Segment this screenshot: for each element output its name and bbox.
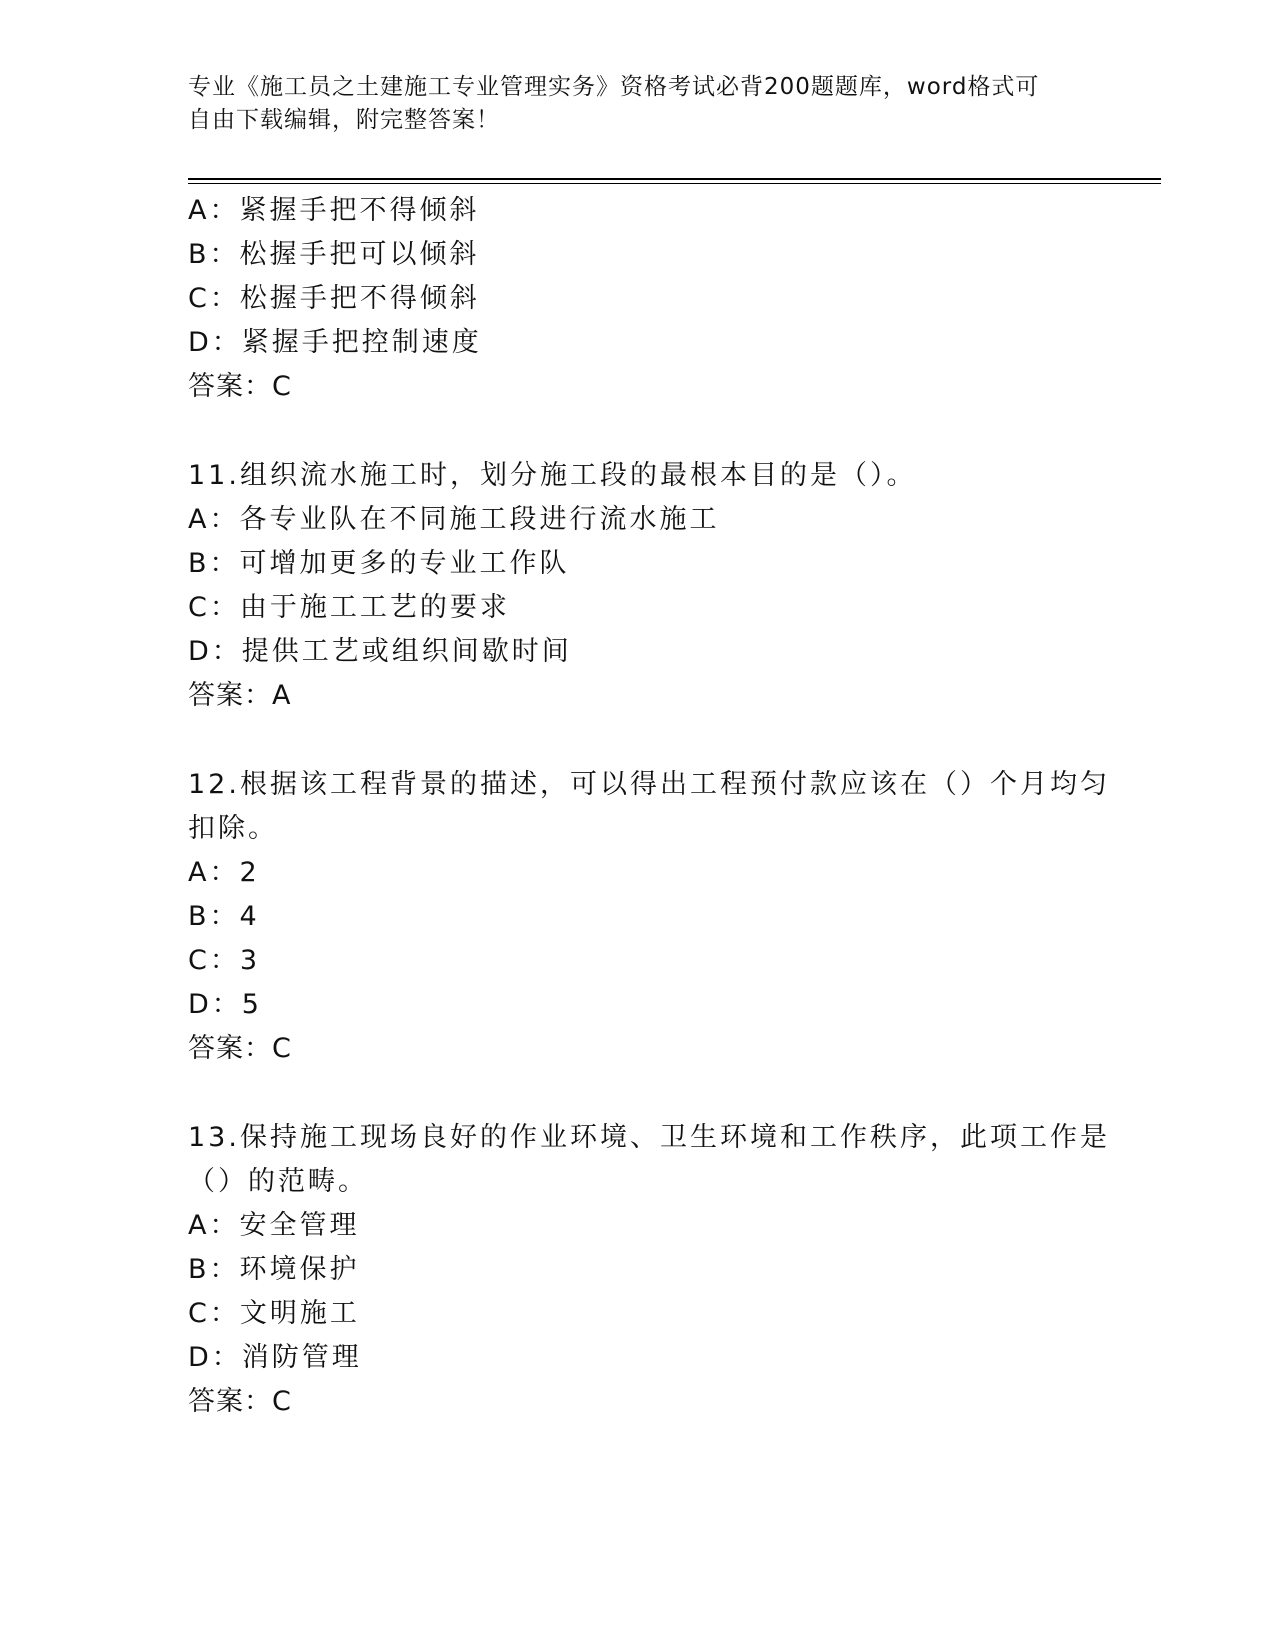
q10-option-d: D：紧握手把控制速度 bbox=[188, 327, 482, 358]
q11-option-d: D：提供工艺或组织间歇时间 bbox=[188, 636, 572, 667]
q12-option-a: A：2 bbox=[188, 857, 260, 888]
q12-option-d: D：5 bbox=[188, 989, 262, 1020]
q11-stem: 11.组织流水施工时，划分施工段的最根本目的是（）。 bbox=[188, 460, 917, 491]
q10-option-a: A：紧握手把不得倾斜 bbox=[188, 195, 480, 226]
header-line-1: 专业《施工员之土建施工专业管理实务》资格考试必背200题题库，word格式可 bbox=[188, 74, 1040, 100]
q13-option-b: B：环境保护 bbox=[188, 1254, 360, 1285]
q13-answer: 答案：C bbox=[188, 1386, 292, 1417]
q11-option-b: B：可增加更多的专业工作队 bbox=[188, 548, 570, 579]
q10-answer: 答案：C bbox=[188, 371, 292, 402]
q10-option-c: C：松握手把不得倾斜 bbox=[188, 283, 480, 314]
q11-answer: 答案：A bbox=[188, 680, 292, 711]
q11-option-c: C：由于施工工艺的要求 bbox=[188, 592, 510, 623]
header-line-2: 自由下载编辑，附完整答案！ bbox=[188, 107, 500, 133]
q13-option-a: A：安全管理 bbox=[188, 1210, 360, 1241]
q13-option-c: C：文明施工 bbox=[188, 1298, 360, 1329]
q12-option-c: C：3 bbox=[188, 945, 261, 976]
q12-stem-line-1: 12.根据该工程背景的描述，可以得出工程预付款应该在（）个月均匀 bbox=[188, 769, 1110, 800]
q11-option-a: A：各专业队在不同施工段进行流水施工 bbox=[188, 504, 720, 535]
q12-option-b: B：4 bbox=[188, 901, 260, 932]
q13-stem-line-2: （）的范畴。 bbox=[188, 1166, 368, 1197]
q13-stem-line-1: 13.保持施工现场良好的作业环境、卫生环境和工作秩序，此项工作是 bbox=[188, 1122, 1110, 1153]
q12-answer: 答案：C bbox=[188, 1033, 292, 1064]
document-header bbox=[188, 71, 1088, 137]
q10-option-b: B：松握手把可以倾斜 bbox=[188, 239, 480, 270]
header-divider bbox=[188, 178, 1161, 184]
q12-stem-line-2: 扣除。 bbox=[188, 813, 278, 844]
q13-option-d: D：消防管理 bbox=[188, 1342, 362, 1373]
